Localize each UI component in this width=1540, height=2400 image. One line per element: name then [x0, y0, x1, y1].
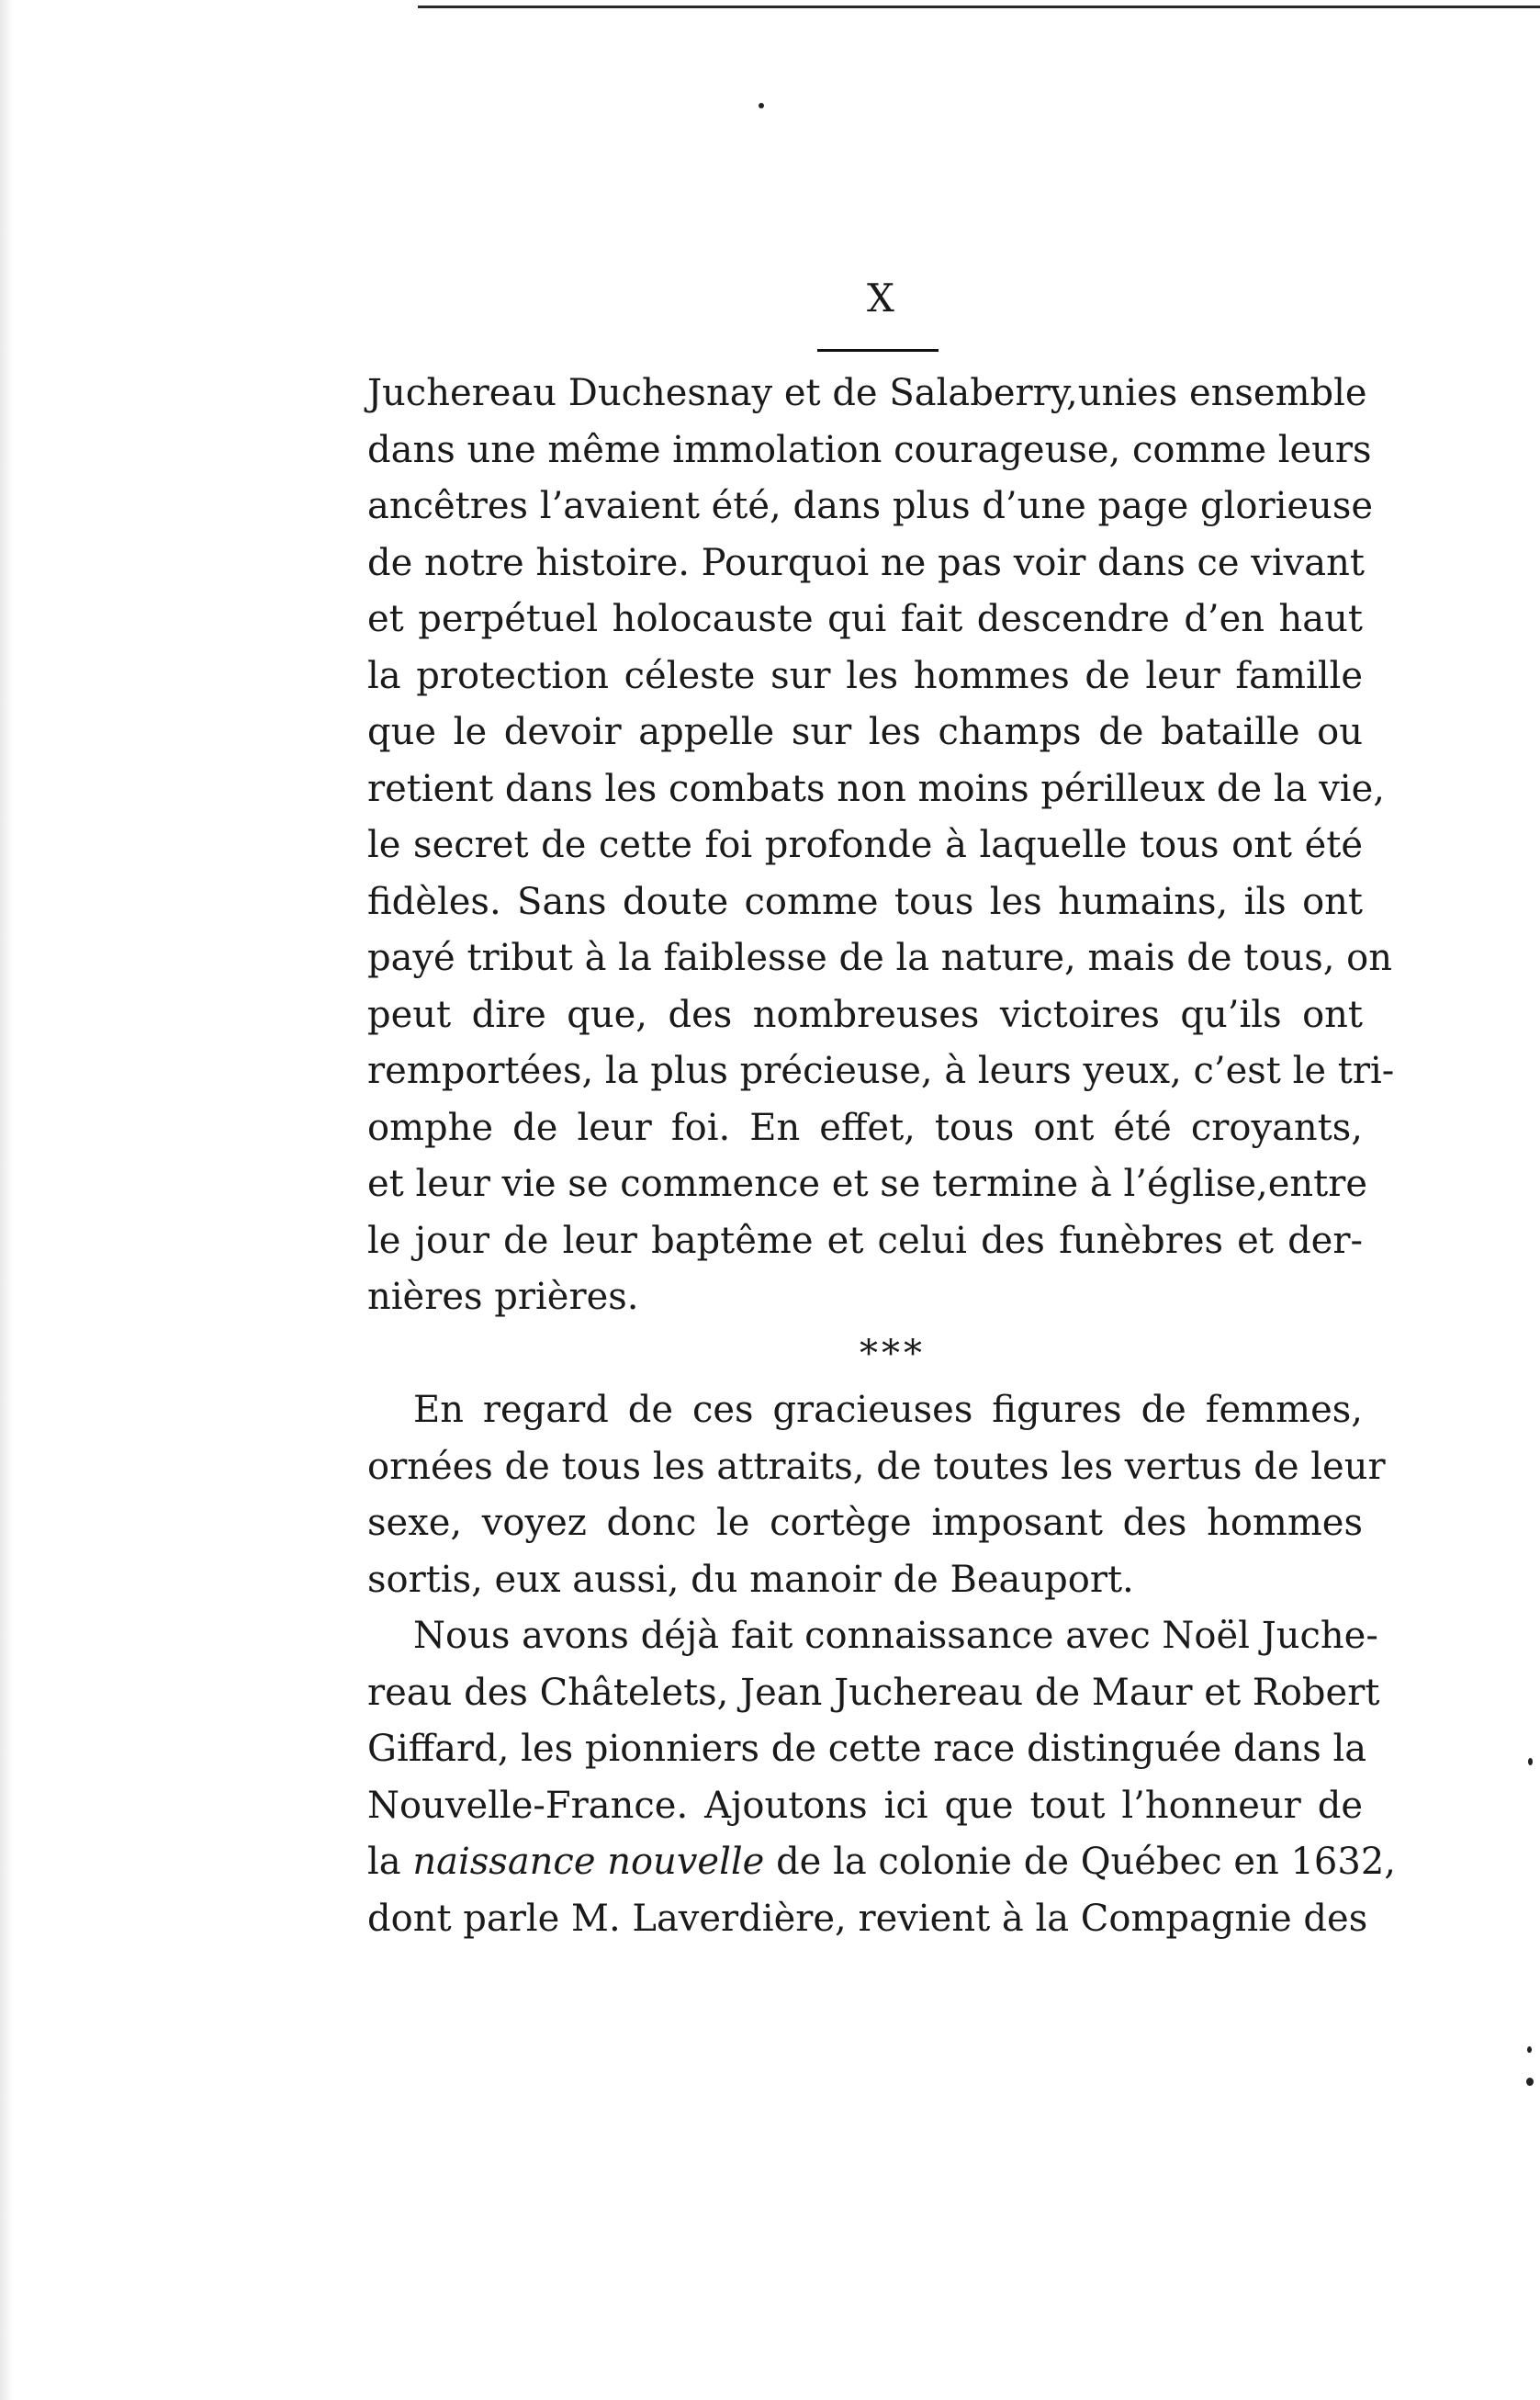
- text-line: sexe, voyez donc le cortège imposant des hommes: [367, 1502, 1363, 1544]
- text-line: et leur vie se commence et se termine à l’église,entre: [367, 1163, 1368, 1205]
- text-line: ancêtres l’avaient été, dans plus d’une page glorieuse: [367, 485, 1374, 527]
- ink-speck: [759, 103, 764, 108]
- text-line: peut dire que, des nombreuses victoires qu’ils ont: [367, 993, 1363, 1036]
- text-line: [367, 1834, 1396, 1891]
- text-line: dans une même immolation courageuse, comme leurs: [367, 428, 1372, 471]
- text-line: Giffard, les pionniers de cette race distinguée dans la: [367, 1728, 1367, 1770]
- text-line: le secret de cette foi profonde à laquelle tous ont été: [367, 824, 1363, 866]
- text-line: payé tribut à la faiblesse de la nature, mais de tous, on: [367, 937, 1392, 979]
- paragraph: [367, 1382, 1386, 1608]
- text-line: que le devoir appelle sur les champs de bataille ou: [367, 711, 1363, 753]
- text-line: le jour de leur baptême et celui des funèbres et der-: [367, 1219, 1363, 1262]
- text-line: Juchereau Duchesnay et de Salaberry,unies ensemble: [367, 372, 1367, 414]
- top-rule: [418, 6, 1540, 8]
- text-line: En regard de ces gracieuses figures de femmes,: [413, 1389, 1363, 1431]
- section-separator: ***: [860, 1332, 926, 1375]
- paragraph: [367, 1608, 1396, 1947]
- ink-speck: [1527, 2046, 1532, 2053]
- text-line: dont parle M. Laverdière, revient à la Compagnie des: [367, 1897, 1368, 1940]
- page-number-rule: [817, 349, 939, 352]
- text-line: remportées, la plus précieuse, à leurs yeux, c’est le tri-: [367, 1050, 1395, 1092]
- text-line: la protection céleste sur les hommes de leur famille: [367, 654, 1363, 697]
- paragraph: [367, 366, 1395, 1326]
- text-line: reau des Châtelets, Jean Juchereau de Maur et Robert: [367, 1671, 1380, 1714]
- text-line: omphe de leur foi. En effet, tous ont été croyants,: [367, 1106, 1363, 1149]
- text-run: de la colonie de Québec en 1632,: [764, 1841, 1396, 1883]
- page-edge-shadow: [0, 0, 13, 2400]
- text-line: sortis, eux aussi, du manoir de Beauport.: [367, 1558, 1134, 1601]
- body-text: [367, 366, 1396, 1947]
- text-line: et perpétuel holocauste qui fait descendre d’en haut: [367, 598, 1363, 640]
- page-number: X: [867, 276, 896, 321]
- text-line: Nous avons déjà fait connaissance avec Noël Juche-: [413, 1615, 1378, 1657]
- ink-speck: [1526, 2078, 1534, 2086]
- ink-speck: [1528, 1758, 1533, 1765]
- text-line: Nouvelle-France. Ajoutons ici que tout l’honneur de: [367, 1784, 1363, 1827]
- text-line: de notre histoire. Pourquoi ne pas voir dans ce vivant: [367, 541, 1365, 584]
- italic-phrase: naissance nouvelle: [412, 1841, 765, 1883]
- text-run: la: [367, 1841, 413, 1883]
- text-line: retient dans les combats non moins périlleux de la vie,: [367, 767, 1385, 810]
- text-line: ornées de tous les attraits, de toutes les vertus de leur: [367, 1445, 1386, 1488]
- text-line: fidèles. Sans doute comme tous les humains, ils ont: [367, 880, 1363, 923]
- text-line: nières prières.: [367, 1276, 639, 1318]
